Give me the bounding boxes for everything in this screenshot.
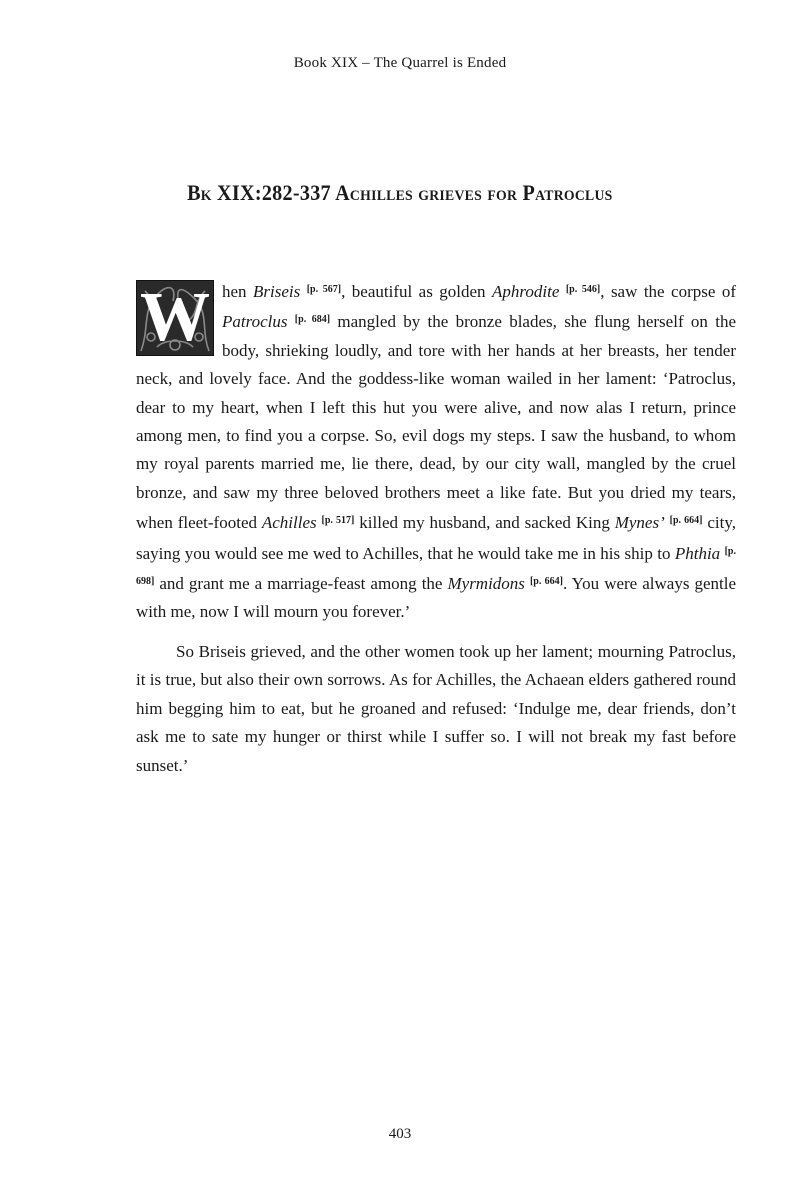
page-ref-link[interactable]: [p. 664] [669, 515, 703, 527]
paragraph-2: So Briseis grieved, and the other women took up her lament; mourning Patroclus, it is true, but also their own sorrows. As for Achilles, the Achaean elders gathered round him begging him to eat, but he groaned and refused: ‘Indulge me, dear friends, don’t ask me to sate my hunger or thirst while I suffer so. I will not break my fast before sunset.’ [136, 641, 736, 775]
section-title: Bk XIX:282-337 Achilles grieves for Patroclus [187, 180, 613, 205]
page-number: 403 [388, 1126, 412, 1142]
text-run: , beautiful as golden [341, 282, 492, 301]
name-patroclus: Patroclus [222, 312, 288, 332]
name-aphrodite: Aphrodite [492, 282, 560, 301]
name-achilles: Achilles [261, 513, 317, 533]
body-text [136, 276, 736, 780]
name-mynes: Mynes’ [614, 513, 665, 533]
drop-cap-letter: W [140, 279, 210, 356]
page-ref-link[interactable]: [p. 517] [321, 515, 355, 527]
running-head: Book XIX – The Quarrel is Ended [293, 55, 507, 71]
paragraph-1 [136, 276, 736, 627]
name-phthia: Phthia [674, 543, 721, 563]
text-run: and grant me a marriage-feast among the [154, 574, 448, 594]
page-ref-link[interactable]: [p. 546] [565, 284, 601, 295]
decorative-drop-cap [136, 280, 214, 356]
text-run: mangled by the bronze blades, she flung herself on the body, shrieking loudly, and tore with her hands at her breasts, her tender neck, and lovely face. And the goddess-like woman wailed in her lament: ‘Patroclus, dear to my heart, when I left this hut you were alive, and now alas I return, prince among men, to find you a corpse. So, evil dogs my steps. I saw the husband, to whom my royal parents married me, lie there, dead, by our city wall, mangled by the cruel bronze, and saw my three beloved brothers meet a like fate. But you dried my tears, when fleet-footed [136, 312, 736, 533]
text-run: city, saying you would see me wed to Achilles, that he would take me in his ship to [136, 513, 737, 563]
page-ref-link[interactable]: [p. 684] [294, 314, 331, 326]
page-ref-link[interactable]: [p. 664] [529, 576, 563, 588]
text-run: hen [222, 282, 253, 301]
page-ref-link[interactable]: [p. 698] [136, 545, 736, 588]
name-myrmidons: Myrmidons [447, 574, 525, 594]
name-briseis: Briseis [253, 282, 301, 301]
text-run: , saw the corpse of [600, 282, 737, 301]
text-run: . You were always gentle with me, now I will mourn you forever.’ [136, 574, 737, 622]
text-run: killed my husband, and sacked King [354, 513, 615, 533]
page-ref-link[interactable]: [p. 567] [306, 284, 342, 295]
